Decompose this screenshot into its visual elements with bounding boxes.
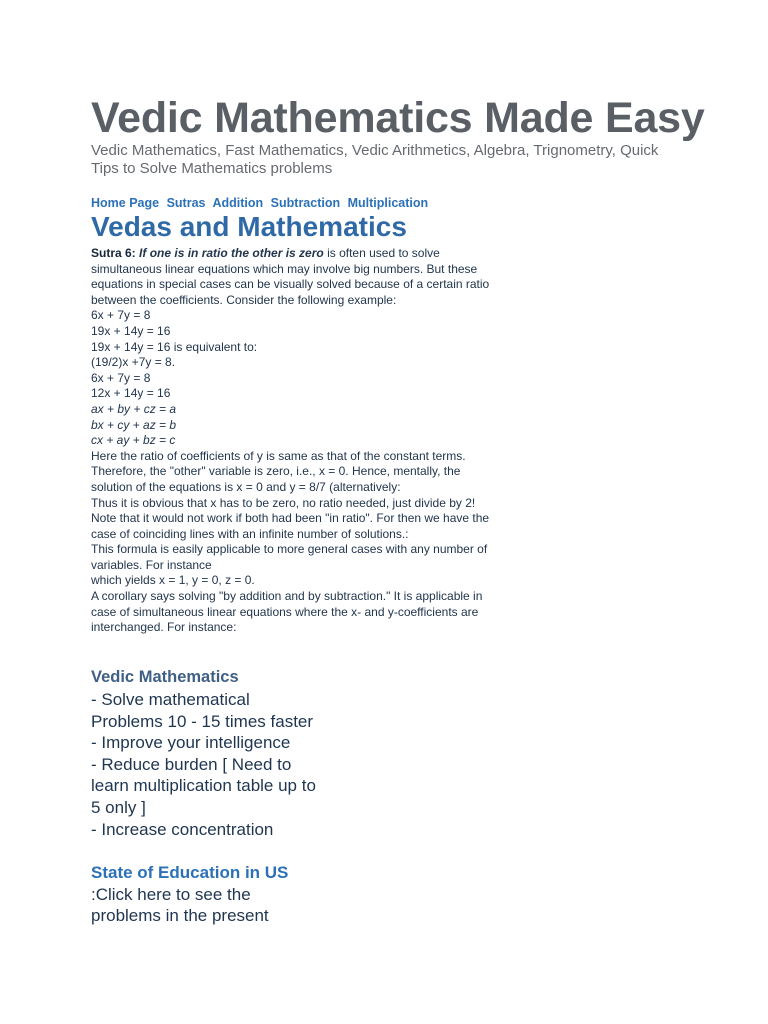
benefit-item: - Reduce burden [ Need to learn multiplication table up to 5 only ] [91,754,316,817]
sidebar-box-title: Vedic Mathematics [91,668,239,686]
equation: ax + by + cz = a [91,401,177,416]
equation: 19x + 14y = 16 [91,323,171,338]
site-description-line: Vedic Mathematics, Fast Mathematics, Vedic Arithmetics, Algebra, Trignometry, Quick [91,142,659,159]
benefit-item: - Improve your intelligence [91,733,291,753]
sutra-paragraph [91,246,503,308]
nav-link-subtraction[interactable]: Subtraction [270,196,341,210]
nav-link-home[interactable]: Home Page [91,196,160,210]
equation: 6x + 7y = 8 [91,308,151,323]
equation: cx + ay + bz = c [91,433,176,448]
site-description-line: Tips to Solve Mathematics problems [91,160,333,177]
nav-link-addition[interactable]: Addition [212,196,264,210]
sutra-intro: is often used to solve simultaneous linear equations which may involve big numbers. But these equations in special cases can be visually solved because of a certain ratio between the coefficients. Consider the following example: [91,246,490,307]
equation: 12x + 14y = 16 [91,386,171,401]
benefit-item: - Increase concentration [91,819,274,839]
equation: 6x + 7y = 8 [91,370,151,385]
benefit-item: - Solve mathematical Problems 10 - 15 times faster [91,690,314,731]
obvious-paragraph: Thus it is obvious that x has to be zero, no ratio needed, just divide by 2! [91,495,476,510]
education-promo [91,862,321,927]
nav-link-sutras[interactable]: Sutras [166,196,206,210]
corollary-paragraph: A corollary says solving "by addition and by subtraction." It is applicable in case of simultaneous linear equations where the x- and y-coefficients are interchanged. For instance: [91,589,483,635]
site-description [91,142,661,177]
yields-paragraph: which yields x = 1, y = 0, z = 0. [91,573,255,588]
nav-bar [91,196,432,210]
note-paragraph: Note that it would not work if both had been "in ratio". For then we have the case of coinciding lines with an infinite number of solutions.: [91,511,490,541]
site-title[interactable]: Vedic Mathematics Made Easy [91,94,705,142]
sutra-label: Sutra 6: [91,246,136,260]
education-link[interactable]: State of Education in US [91,863,289,882]
general-paragraph: This formula is easily applicable to more general cases with any number of variables. For instance [91,542,488,572]
equation: (19/2)x +7y = 8. [91,355,176,370]
equation: 19x + 14y = 16 is equivalent to: [91,339,258,354]
ratio-paragraph: Here the ratio of coefficients of y is same as that of the constant terms. Therefore, the "other" variable is zero, i.e., x = 0. Hence, mentally, the solution of the equations is x = 0 and y = 8/7 (alternatively: [91,448,466,494]
benefits-list [91,689,321,840]
post-title[interactable]: Vedas and Mathematics [91,211,407,242]
post-body [91,246,503,636]
equation: bx + cy + az = b [91,417,177,432]
sutra-name: If one is in ratio the other is zero [139,246,324,260]
nav-link-multiplication[interactable]: Multiplication [347,196,429,210]
education-link-text[interactable]: :Click here to see the problems in the present [91,884,269,926]
